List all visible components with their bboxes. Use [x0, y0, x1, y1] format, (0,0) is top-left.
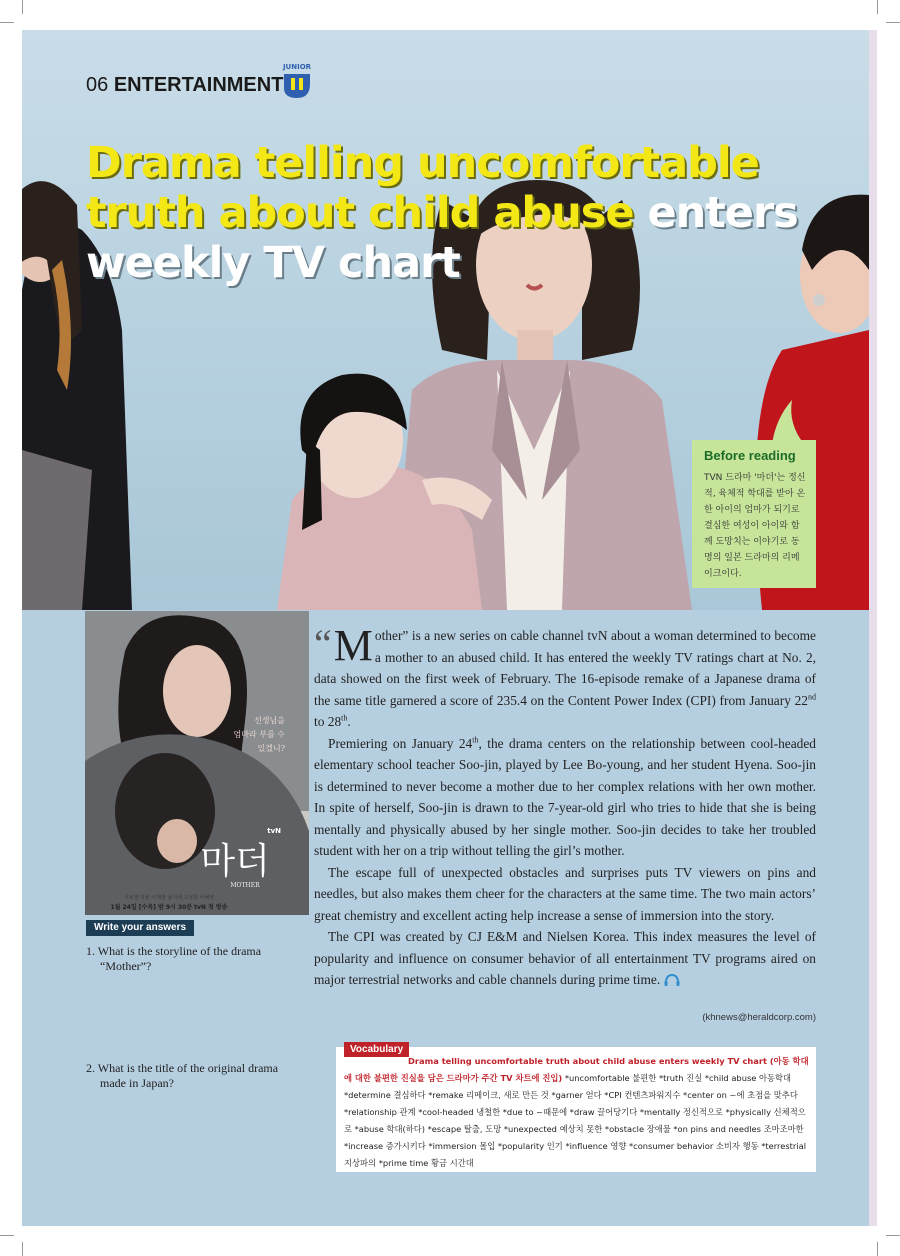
- headline-white-2: weekly TV chart: [86, 238, 460, 288]
- p4-text: The CPI was created by CJ E&M and Nielsen Korea. This index measures the level of popularity and influence on consumer behavior of all entertainment TV programs aired on major terrestrial networks and cable channels during prime time.: [314, 929, 816, 987]
- question-2: 2. What is the title of the original drama made in Japan?: [86, 1061, 279, 1090]
- p1-sup-2: th: [341, 713, 348, 723]
- crop-mark: [886, 22, 900, 23]
- question-1: 1. What is the storyline of the drama “Mother”?: [86, 944, 262, 973]
- vocab-headline-kr: (아동 학대에 대한 불편한 진실을 담은 드라마가 주간 TV 차트에 진입): [344, 1056, 809, 1083]
- section-title: ENTERTAINMENT: [113, 74, 284, 96]
- crop-mark: [22, 0, 23, 14]
- crop-mark: [886, 1235, 900, 1236]
- p1-end: .: [347, 714, 351, 729]
- poster-tagline-2: 엄마라 부를 수: [233, 730, 285, 739]
- headphones-icon: [664, 973, 680, 986]
- before-reading-box: [692, 398, 816, 588]
- open-quote: “: [314, 621, 332, 666]
- poster-title-en: MOTHER: [230, 882, 260, 889]
- crop-mark: [0, 1235, 14, 1236]
- page-number: 06: [86, 74, 109, 96]
- drama-poster: [85, 611, 309, 915]
- p1-text: other” is a new series on cable channel tvN about a woman determined to become a mother to an abused child. It has entered the weekly TV ratings chart at No. 2, data showed on the first week of February. The 16-episode remake of a Japanese drama of the same title garnered a score of 235.4 on the Content Power Index (CPI) from January 22: [314, 628, 816, 708]
- vocabulary-label: Vocabulary: [344, 1042, 409, 1057]
- p2-text: , the drama centers on the relationship between cool-headed elementary school teacher Soo-jin, played by Lee Bo-young, and her student Hyena. Soo-jin is determined to never become a mother due to her complex relations with her own mother. In spite of herself, Soo-jin is drawn to the 7-year-old girl who tries to hide that she is being mentally and physically abused by her single mother. Soo-jin decides to take her troubled student with her on a trip without telling the girl’s mother.: [314, 735, 816, 858]
- drop-cap: M: [333, 621, 373, 670]
- p1-sup-1: nd: [808, 692, 816, 702]
- crop-mark: [877, 0, 878, 14]
- crop-mark: [22, 1242, 23, 1256]
- write-answers-label: Write your answers: [86, 920, 194, 936]
- page-edge-strip: [869, 30, 877, 1226]
- p1-mid: to 28: [314, 714, 342, 729]
- crop-mark: [0, 22, 14, 23]
- headline-yellow: Drama telling uncomfortable truth about child abuse: [86, 138, 759, 238]
- before-reading-title: Before reading: [704, 448, 796, 463]
- poster-title-kr: 마더: [200, 841, 270, 882]
- poster-tagline-1: 선생님을: [254, 716, 285, 725]
- vocab-entries: *uncomfortable 불편한 *truth 진실 *child abuse 아동학대 *determine 결심하다 *remake 리메이크, 새로 만든 것 *garner 얻다 *CPI 컨텐츠파워지수 *center on ~에 초점을 맞추다 *relationship 관계 *cool-headed 냉철한 *due to ~때문에 *draw 끌어당기다 *mentally 정신적으로 *physically 신체적으로 *abuse 학대(하다) *escape 탈출, 도망 *unexpected 예상치 못한 *obstacle 장애물 *on pins and needles 조마조마한 *increase 증가시키다 *immersion 몰입 *popularity 인기 *influence 영향 *consumer behavior 소비자 행동 *terrestrial 지상파의 *prime time 황금 시간대: [344, 1073, 807, 1168]
- poster-image: [85, 611, 309, 915]
- poster-tagline-3: 있겠니?: [257, 744, 285, 753]
- article-paragraph-2: [314, 733, 816, 862]
- headline: [86, 138, 806, 288]
- before-reading-text: TVN 드라마 '마더'는 정신적, 육체적 학대를 받아 온 한 아이의 엄마가 되기로 결심한 여성이 아이와 함께 도망치는 이야기로 동명의 일본 드라마의 리메이크이다.: [704, 473, 806, 579]
- poster-cast: 이보영 허율 이재영 남기애 고성희 이혜영: [123, 895, 215, 901]
- junior-text: JUNIOR: [282, 63, 312, 71]
- article-body: [314, 621, 816, 991]
- article-paragraph-1: [314, 621, 816, 733]
- poster-network: tvN: [267, 827, 281, 835]
- p2-pre: Premiering on January 24: [328, 735, 473, 751]
- headline-white-1: enters: [633, 188, 798, 238]
- junior-logo: [280, 58, 314, 102]
- poster-airdate: 1월 24일 [수목] 밤 9시 30분 tvN 첫 방송: [110, 904, 228, 911]
- page-header: [86, 74, 283, 97]
- article-paragraph-3: The escape full of unexpected obstacles and surprises puts TV viewers on pins and needles, but also makes them cheer for the characters at the same time. The two main actors’ great chemistry and excellent acting help increase a sense of immersion into the story.: [314, 864, 816, 923]
- vocabulary-text: [344, 1053, 810, 1172]
- crop-mark: [877, 1242, 878, 1256]
- speech-tail-icon: [692, 398, 816, 444]
- author-email: (khnews@heraldcorp.com): [702, 1012, 816, 1023]
- vocab-headline-en: Drama telling uncomfortable truth about child abuse enters weekly TV chart: [408, 1056, 767, 1066]
- article-paragraph-4: [314, 926, 816, 991]
- p2-sup: th: [472, 735, 479, 745]
- vocabulary-box: [336, 1044, 816, 1172]
